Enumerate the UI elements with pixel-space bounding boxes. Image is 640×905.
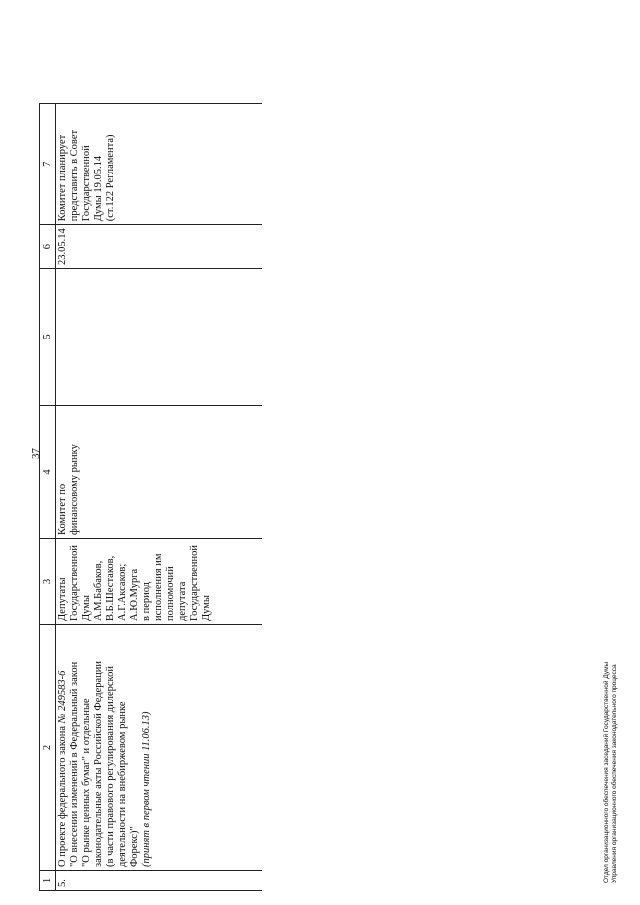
author-line: В.Б.Шестаков, bbox=[105, 555, 116, 621]
plan-line: Думы 19.05.14 bbox=[93, 155, 104, 222]
author-line: А.М.Бабаков, bbox=[93, 560, 104, 621]
bill-title-line: Форекс)" bbox=[129, 826, 140, 867]
bill-title-line: "О внесении изменений в Федеральный закон bbox=[69, 661, 80, 867]
empty-cell bbox=[56, 269, 263, 406]
column-header: 3 bbox=[40, 539, 56, 625]
authors-cell bbox=[56, 539, 263, 625]
bill-title-line: законодательные акты Российской Федерации bbox=[93, 660, 104, 867]
footer-line: Отдел организационного обеспечения заседаний Государственной Думы bbox=[603, 661, 610, 883]
agenda-table bbox=[39, 103, 262, 891]
bill-title-line: (в части правового регулирования дилерской bbox=[105, 666, 116, 867]
committee-line: финансовому рынку bbox=[69, 444, 80, 535]
plan-line: Государственной bbox=[81, 145, 92, 222]
column-header: 6 bbox=[40, 225, 56, 269]
row-number: 5. bbox=[56, 871, 263, 891]
table-header-row bbox=[40, 104, 56, 891]
committee-line: Комитет по bbox=[57, 483, 68, 535]
author-line: Думы bbox=[81, 595, 92, 621]
column-header: 2 bbox=[40, 625, 56, 871]
author-line: А.Ю.Мурга bbox=[129, 568, 140, 621]
committee-cell bbox=[56, 406, 263, 539]
bill-title-line: "О рынке ценных бумаг" и отдельные bbox=[81, 698, 92, 867]
author-line: депутата bbox=[177, 581, 188, 621]
column-header: 5 bbox=[40, 269, 56, 406]
author-line: Депутаты bbox=[57, 577, 68, 621]
page-footer bbox=[603, 662, 619, 883]
reading-note: (принят в первом чтении 11.06.13) bbox=[141, 711, 152, 867]
column-header: 1 bbox=[40, 871, 56, 891]
column-header: 7 bbox=[40, 104, 56, 225]
author-line: полномочий bbox=[165, 566, 176, 621]
plan-line: представить в Совет bbox=[69, 129, 80, 222]
bill-number: № 249583-6 bbox=[57, 670, 68, 724]
author-line: в период bbox=[141, 581, 152, 621]
date-cell: 23.05.14 bbox=[56, 225, 263, 269]
bill-title-line: деятельности на внебиржевом рынке bbox=[117, 701, 128, 867]
bill-title-line: О проекте федерального закона bbox=[57, 725, 68, 867]
plan-line: (ст.122 Регламента) bbox=[105, 134, 116, 222]
plan-cell bbox=[56, 104, 263, 225]
author-line: Государственной bbox=[69, 545, 80, 621]
author-line: Думы bbox=[201, 595, 212, 621]
author-line: Государственной bbox=[189, 545, 200, 621]
plan-line: Комитет планирует bbox=[57, 134, 68, 222]
footer-line: Управления организационного обеспечения законодательного процесса bbox=[611, 664, 618, 883]
column-header: 4 bbox=[40, 406, 56, 539]
table-row bbox=[56, 104, 263, 891]
author-line: исполнения им bbox=[153, 553, 164, 621]
bill-title-cell bbox=[56, 625, 263, 871]
page-number: 37 bbox=[30, 448, 42, 459]
author-line: А.Г.Аксаков; bbox=[117, 563, 128, 621]
